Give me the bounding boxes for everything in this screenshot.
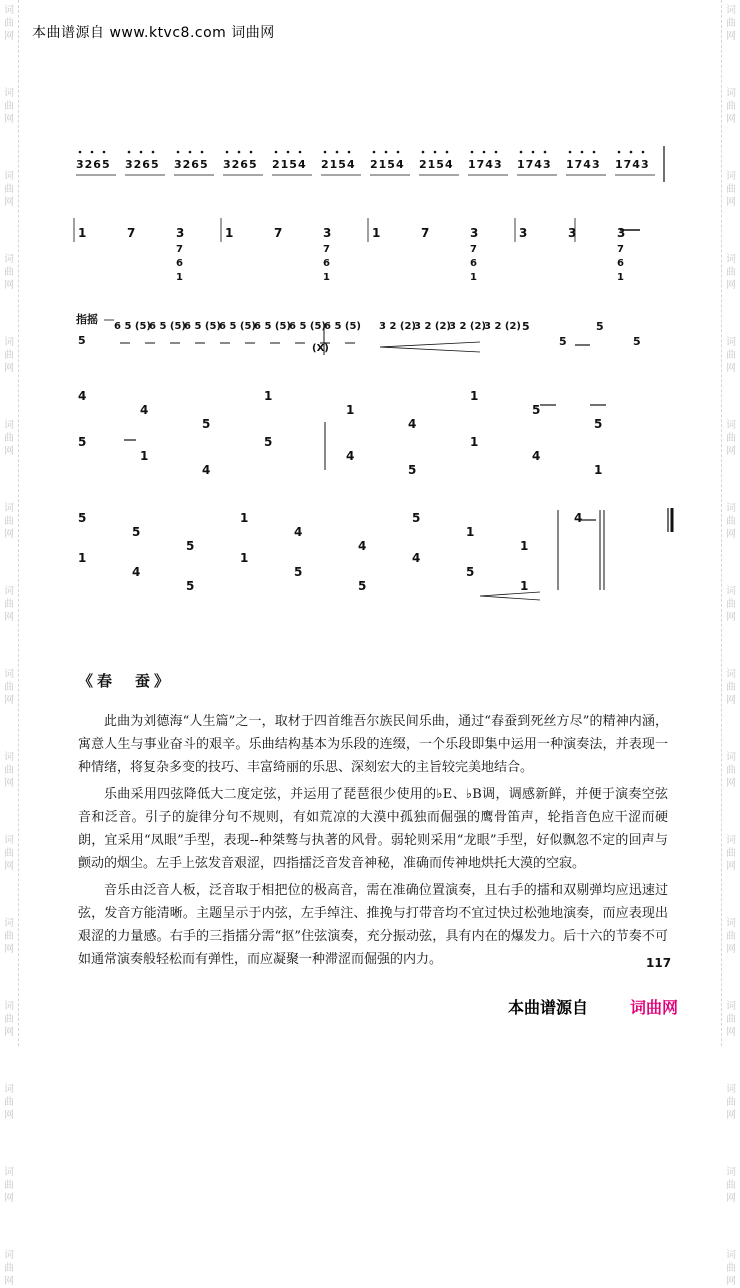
score-note-row4: 1	[240, 551, 249, 565]
score-note-row3: 1	[470, 389, 479, 403]
watermark-text: 词 曲 网	[4, 254, 14, 291]
page-number: 117	[646, 956, 672, 970]
score-chord-note: 7	[176, 244, 183, 255]
watermark-text: 词 曲 网	[726, 1250, 736, 1287]
high-octave-dot	[385, 151, 388, 154]
score-note-row4: 1	[240, 511, 249, 525]
score-note-row3: 5	[202, 417, 211, 431]
high-octave-dot	[79, 151, 82, 154]
high-octave-dot	[471, 151, 474, 154]
score-note-row4: 4	[132, 565, 141, 579]
score-note-row1-bottom: 7	[421, 226, 430, 240]
score-note-row1-bottom: 3	[176, 226, 185, 240]
score-note-row4: 5	[186, 539, 195, 553]
high-octave-dot	[128, 151, 131, 154]
score-note-row1-bottom: 7	[274, 226, 283, 240]
score-note-open: 5	[78, 334, 86, 347]
watermark-text: 词 曲 网	[4, 1167, 14, 1204]
high-octave-dot	[189, 151, 192, 154]
score-note-row3: 5	[78, 435, 87, 449]
watermark-text: 词 曲 网	[726, 337, 736, 374]
footer-site-source: 本曲谱源自	[508, 998, 589, 1017]
score-group-row1: 2154	[321, 158, 356, 171]
score-note-row3: 5	[594, 417, 603, 431]
score-group-row1: 2154	[419, 158, 454, 171]
watermark-text: 词 曲 网	[4, 1250, 14, 1287]
watermark-text: 词 曲 网	[726, 835, 736, 872]
score-note-row4: 5	[358, 579, 367, 593]
watermark-text: 词 曲 网	[726, 669, 736, 706]
watermark-text: 词 曲 网	[4, 835, 14, 872]
score-note-row3: 1	[264, 389, 273, 403]
score-chord-note: 1	[470, 272, 477, 283]
watermark-text: 词 曲 网	[726, 586, 736, 623]
score-note-row1-bottom: 1	[225, 226, 234, 240]
watermark-text: 词 曲 网	[4, 337, 14, 374]
high-octave-dot	[348, 151, 351, 154]
watermark-text: 词 曲 网	[4, 1001, 14, 1038]
score-note-row1-bottom: 3	[519, 226, 528, 240]
watermark-text: 词 曲 网	[4, 88, 14, 125]
score-group-row1: 3265	[223, 158, 258, 171]
score-chord-note: 6	[617, 258, 624, 269]
score-group-row1: 3265	[76, 158, 111, 171]
high-octave-dot	[618, 151, 621, 154]
score-note-row1-bottom: 1	[372, 226, 381, 240]
score-note-row3: 4	[346, 449, 355, 463]
music-score	[60, 130, 690, 610]
article-paragraph-2: 乐曲采用四弦降低大二度定弦，并运用了琵琶很少使用的♭E、♭B调，调感新鲜，并便于演奏空弦音和泛音。引子的旋律分句不规则，有如荒凉的大漠中孤独而倔强的鹰骨笛声，轮指音色应干涩而硬朗，宜采用“凤眼”手型，表现--种桀骜与执著的风骨。弱轮则采用“龙眼”手型，好似飘忽不定的回声与颤动的烟尘。左手上弦发音艰涩，四指擂泛音发音神秘，准确而传神地烘托大漠的空寂。	[78, 787, 668, 871]
score-group-row2: 6 5 (5)	[184, 321, 221, 332]
high-octave-dot	[581, 151, 584, 154]
score-note-row4: 5	[466, 565, 475, 579]
high-octave-dot	[336, 151, 339, 154]
watermark-text: 词 曲 网	[4, 586, 14, 623]
score-note-row4: 4	[358, 539, 367, 553]
article-body	[78, 710, 668, 975]
article-paragraph-1: 此曲为刘德海“人生篇”之一，取材于四首维吾尔族民间乐曲，通过“春蚕到死丝方尽”的精神内涵，寓意人生与事业奋斗的艰辛。乐曲结构基本为乐段的连缀，一个乐段即集中运用一种演奏法，并表现一种情绪，将复杂多变的技巧、丰富绮丽的乐思、深刻宏大的主旨较完美地结合。	[78, 714, 668, 775]
score-note-row4: 4	[294, 525, 303, 539]
score-notation	[60, 130, 690, 610]
high-octave-dot	[397, 151, 400, 154]
score-group-row2: 3 2 (2)	[484, 321, 521, 332]
watermark-text: 词 曲 网	[726, 503, 736, 540]
high-octave-dot	[152, 151, 155, 154]
crescendo-line	[380, 342, 480, 347]
watermark-text: 词 曲 网	[726, 1084, 736, 1121]
score-note-row2-right: 5	[559, 335, 567, 348]
score-note-row4: 5	[412, 511, 421, 525]
watermark-text: 词 曲 网	[726, 1001, 736, 1038]
score-note-row4: 5	[78, 511, 87, 525]
high-octave-dot	[446, 151, 449, 154]
score-note-row1-bottom: 3	[568, 226, 577, 240]
high-octave-dot	[250, 151, 253, 154]
left-watermark-strip	[0, 0, 19, 1287]
watermark-text: 词 曲 网	[4, 669, 14, 706]
watermark-text: 词 曲 网	[726, 254, 736, 291]
high-octave-dot	[483, 151, 486, 154]
score-note-row4: 4	[412, 551, 421, 565]
score-group-row1: 3265	[174, 158, 209, 171]
score-chord-note: 7	[470, 244, 477, 255]
article-paragraph-3: 音乐由泛音人板，泛音取于相把位的极高音，需在准确位置演奏，且右手的擂和双剔弹均应迅速过弦，发音方能清晰。主题呈示于内弦，左手绰注、推挽与打带音均不宜过快过松弛地演奏，而应表现出艰涩的力量感。右手的三指擂分需“抠”住弦演奏，充分振动弦，具有内在的爆发力。后十六的节奏不可如通常演奏般轻松而有弹性，而应凝聚一种滞涩而倔强的内力。	[78, 883, 668, 967]
high-octave-dot	[593, 151, 596, 154]
right-watermark-strip	[721, 0, 740, 1287]
watermark-text: 词 曲 网	[4, 503, 14, 540]
score-note-row4: 5	[132, 525, 141, 539]
high-octave-dot	[238, 151, 241, 154]
score-note-row2-right: 5	[633, 335, 641, 348]
score-group-row2: 3 2 (2)	[414, 321, 451, 332]
score-note-row4: 1	[466, 525, 475, 539]
high-octave-dot	[373, 151, 376, 154]
footer-site-brand: 词曲网	[630, 998, 679, 1017]
score-note-row3: 5	[264, 435, 273, 449]
score-note-row4: 1	[78, 551, 87, 565]
high-octave-dot	[422, 151, 425, 154]
score-chord-note: 6	[323, 258, 330, 269]
high-octave-dot	[630, 151, 633, 154]
score-note-row1-bottom: 3	[470, 226, 479, 240]
high-octave-dot	[140, 151, 143, 154]
score-mark: (X)	[312, 343, 329, 354]
score-note-row3: 4	[78, 389, 87, 403]
score-note-row4: 4	[574, 511, 583, 525]
high-octave-dot	[299, 151, 302, 154]
high-octave-dot	[275, 151, 278, 154]
score-chord-note: 1	[617, 272, 624, 283]
watermark-text: 词 曲 网	[726, 918, 736, 955]
high-octave-dot	[434, 151, 437, 154]
score-group-row2: 3 2 (2)	[379, 321, 416, 332]
score-group-row2: 6 5 (5)	[149, 321, 186, 332]
score-note-row3: 4	[140, 403, 149, 417]
score-note-row3: 4	[532, 449, 541, 463]
score-group-row1: 2154	[272, 158, 307, 171]
score-note-row1-bottom: 1	[78, 226, 87, 240]
high-octave-dot	[520, 151, 523, 154]
score-note-row3: 1	[594, 463, 603, 477]
high-octave-dot	[91, 151, 94, 154]
score-note-row1-bottom: 7	[127, 226, 136, 240]
score-note-row1-bottom: 3	[617, 226, 626, 240]
high-octave-dot	[201, 151, 204, 154]
watermark-text: 词 曲 网	[4, 420, 14, 457]
header-site-line: 本曲谱源自 www.ktvc8.com 词曲网	[32, 25, 275, 41]
score-chord-note: 1	[323, 272, 330, 283]
score-note-row3: 5	[532, 403, 541, 417]
watermark-text: 词 曲 网	[4, 752, 14, 789]
watermark-text: 词 曲 网	[4, 1084, 14, 1121]
high-octave-dot	[324, 151, 327, 154]
score-group-row2: 6 5 (5)	[289, 321, 326, 332]
score-chord-note: 7	[617, 244, 624, 255]
score-group-row2: 6 5 (5)	[254, 321, 291, 332]
score-note-row4: 1	[520, 539, 529, 553]
high-octave-dot	[569, 151, 572, 154]
score-group-row1: 1743	[566, 158, 601, 171]
score-group-row2: 6 5 (5)	[114, 321, 151, 332]
score-chord-note: 7	[323, 244, 330, 255]
score-note-row3: 1	[346, 403, 355, 417]
watermark-text: 词 曲 网	[4, 171, 14, 208]
score-note-row3: 5	[408, 463, 417, 477]
score-note-row3: 4	[408, 417, 417, 431]
score-group-row1: 2154	[370, 158, 405, 171]
high-octave-dot	[103, 151, 106, 154]
score-group-row1: 1743	[615, 158, 650, 171]
score-chord-note: 1	[176, 272, 183, 283]
watermark-text: 词 曲 网	[726, 5, 736, 42]
score-group-row2: 6 5 (5)	[219, 321, 256, 332]
high-octave-dot	[642, 151, 645, 154]
high-octave-dot	[495, 151, 498, 154]
high-octave-dot	[177, 151, 180, 154]
score-chord-note: 6	[176, 258, 183, 269]
technique-label: 指摇	[76, 313, 98, 326]
watermark-text: 词 曲 网	[726, 420, 736, 457]
score-note-row3: 1	[140, 449, 149, 463]
watermark-text: 词 曲 网	[726, 88, 736, 125]
high-octave-dot	[287, 151, 290, 154]
watermark-text: 词 曲 网	[4, 918, 14, 955]
watermark-text: 词 曲 网	[726, 752, 736, 789]
score-note-row4: 5	[294, 565, 303, 579]
score-note-row4: 5	[186, 579, 195, 593]
score-note-row1-bottom: 3	[323, 226, 332, 240]
score-group-row1: 3265	[125, 158, 160, 171]
score-note-row3: 4	[202, 463, 211, 477]
article-title: 《春 蚕》	[78, 672, 174, 690]
score-group-row2: 6 5 (5)	[324, 321, 361, 332]
score-note-row3: 1	[470, 435, 479, 449]
high-octave-dot	[532, 151, 535, 154]
watermark-text: 词 曲 网	[726, 171, 736, 208]
watermark-text: 词 曲 网	[4, 5, 14, 42]
high-octave-dot	[226, 151, 229, 154]
crescendo-line	[480, 592, 540, 596]
high-octave-dot	[544, 151, 547, 154]
score-note-row4: 1	[520, 579, 529, 593]
score-note-row2-right: 5	[522, 320, 530, 333]
crescendo-line	[380, 347, 480, 352]
crescendo-line	[480, 596, 540, 600]
score-note-row2-right: 5	[596, 320, 604, 333]
score-group-row1: 1743	[468, 158, 503, 171]
score-group-row2: 3 2 (2)	[449, 321, 486, 332]
score-chord-note: 6	[470, 258, 477, 269]
score-group-row1: 1743	[517, 158, 552, 171]
watermark-text: 词 曲 网	[726, 1167, 736, 1204]
